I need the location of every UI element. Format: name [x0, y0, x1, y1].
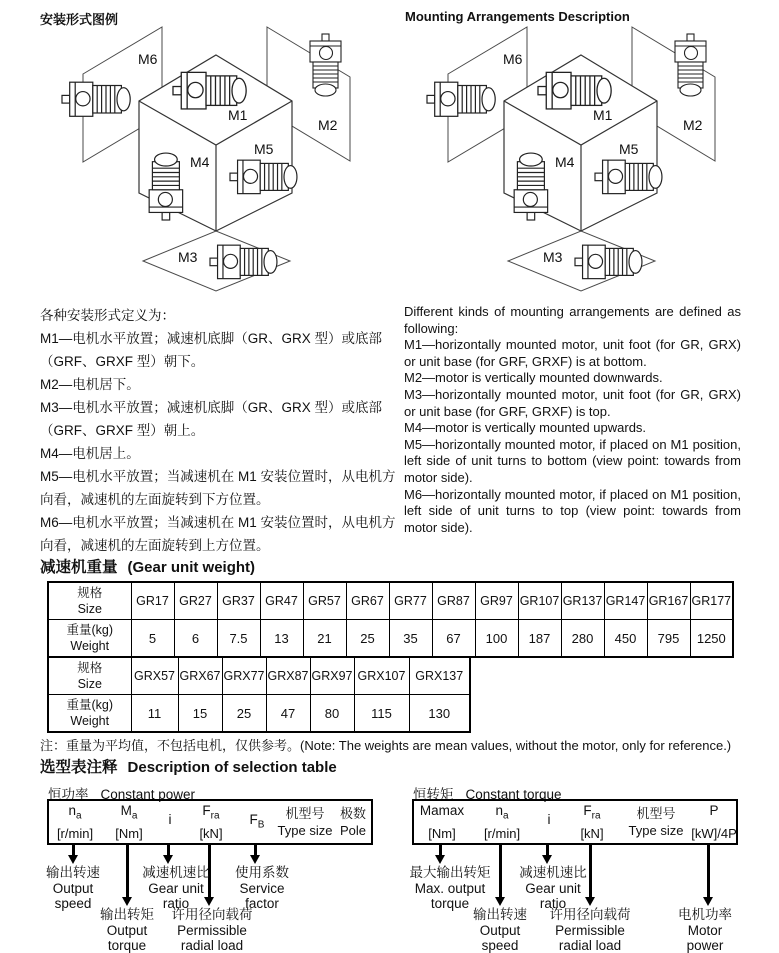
callout-service-factor: 使用系数 Service factor: [235, 865, 289, 911]
gearmotor-m6: [62, 82, 130, 116]
weight-cell: 280: [561, 620, 604, 658]
size-cell: GR37: [217, 582, 260, 620]
col-power: P [kW]/4P: [691, 803, 737, 841]
label-m2: M2: [318, 117, 338, 133]
size-row-header: 规格 Size: [48, 582, 131, 620]
selection-heading-zh: 选型表注释: [40, 759, 118, 776]
weight-cell: 7.5: [217, 620, 260, 658]
gearmotor-m4: [149, 153, 182, 220]
size-cell: GR97: [475, 582, 518, 620]
arrow-gear-ratio: [162, 844, 174, 864]
label-m1: M1: [228, 107, 248, 123]
size-cell: GR167: [647, 582, 690, 620]
weight-cell: 25: [222, 695, 266, 733]
gearmotor-m1: [173, 72, 246, 109]
grx-weight-table: [47, 656, 471, 733]
col-fb: $F_B$: [249, 811, 265, 831]
selection-heading-en: Description of selection table: [127, 759, 337, 776]
size-cell: GR47: [260, 582, 303, 620]
arrow-service-factor: [249, 844, 261, 864]
size-row-header: 规格 Size: [48, 657, 131, 695]
arrow-gear-ratio: [541, 844, 553, 864]
page-title-zh: 安装形式图例: [40, 12, 119, 27]
size-cell: GR87: [432, 582, 475, 620]
grx-weight-row: [48, 695, 470, 733]
col-mamax: Mamax [Nm]: [419, 803, 465, 841]
callout-gear-ratio: 减速机速比 Gear unit ratio: [519, 865, 587, 911]
weight-row-header: 重量(kg) Weight: [48, 695, 131, 733]
label-m6: M6: [503, 51, 523, 67]
label-m1: M1: [593, 107, 613, 123]
gearmotor-m5: [595, 160, 662, 193]
weight-cell: 21: [303, 620, 346, 658]
col-ma: $M_a$ [Nm]: [115, 803, 143, 841]
label-m6: M6: [138, 51, 158, 67]
weight-cell: 450: [604, 620, 647, 658]
definition-item: M6—电机水平放置；当减速机在 M1 安装位置时，从电机方向看，减速机的左面旋转到上方位置。: [40, 515, 396, 553]
callout-output-torque: 输出转矩 Output torque: [100, 907, 154, 953]
size-cell: GR137: [561, 582, 604, 620]
definition-item: M1—电机水平放置；减速机底脚（GR、GRX 型）或底部（GRF、GRXF 型）朝下。: [40, 331, 383, 369]
size-cell: GRX87: [266, 657, 310, 695]
col-pole: 极数 Pole: [339, 806, 367, 838]
weight-heading-zh: 减速机重量: [40, 559, 118, 576]
callout-gear-ratio: 减速机速比 Gear unit ratio: [142, 865, 210, 911]
definition-item: M5—电机水平放置；当减速机在 M1 安装位置时，从电机方向看，减速机的左面旋转到下方位置。: [40, 469, 396, 507]
definition-item: M1—horizontally mounted motor, unit foot (for GR, GRX) or unit base (for GRF, GRXF) is at bottom.: [404, 337, 741, 369]
callout-motor-power: 电机功率 Motor power: [678, 907, 732, 953]
size-cell: GR177: [690, 582, 733, 620]
size-cell: GR67: [346, 582, 389, 620]
weight-row-header: 重量(kg) Weight: [48, 620, 131, 658]
col-type-size: 机型号 Type size: [277, 806, 333, 838]
callout-radial-load: 许用径向载荷 Permissible radial load: [549, 907, 631, 953]
gearmotor-m4: [514, 153, 547, 220]
weight-cell: 15: [178, 695, 222, 733]
label-m5: M5: [619, 141, 639, 157]
size-cell: GRX57: [131, 657, 178, 695]
label-m4: M4: [190, 154, 210, 170]
grx-size-row: [48, 657, 470, 695]
gearmotor-m5: [230, 160, 297, 193]
size-cell: GR27: [174, 582, 217, 620]
weight-cell: 35: [389, 620, 432, 658]
mounting-diagram-left: [40, 24, 400, 300]
gr-size-row: [48, 582, 733, 620]
weight-section-heading: [40, 555, 255, 577]
gearmotor-m3: [575, 245, 642, 278]
size-cell: GR77: [389, 582, 432, 620]
mounting-definitions-zh: [40, 304, 402, 557]
size-cell: GR107: [518, 582, 561, 620]
weight-cell: 6: [174, 620, 217, 658]
col-type-size: 机型号 Type size: [628, 806, 684, 838]
gearmotor-m1: [538, 72, 611, 109]
gearmotor-m3: [210, 245, 277, 278]
col-fra: $F_{ra}$ [kN]: [580, 803, 604, 841]
mounting-diagram-right: [405, 24, 765, 300]
constant-power-caption: 恒功率 Constant power: [48, 787, 196, 802]
definition-item: M5—horizontally mounted motor, if placed on M1 position, left side of unit turns to bottom (view point: towards from motor side).: [404, 436, 741, 485]
size-cell: GR147: [604, 582, 647, 620]
selection-header-box: [412, 799, 738, 845]
constant-torque-caption: 恒转矩 Constant torque: [413, 787, 562, 802]
arrow-output-speed: [494, 844, 506, 906]
definition-item: M3—horizontally mounted motor, unit foot (for GR, GRX) or unit base (for GRF, GRXF) is top.: [404, 386, 741, 419]
weight-cell: 5: [131, 620, 174, 658]
weight-cell: 80: [310, 695, 354, 733]
selection-diagram-constant-torque: [403, 783, 748, 953]
definitions-intro-zh: 各种安装形式定义为：: [40, 308, 175, 323]
size-cell: GRX137: [409, 657, 470, 695]
col-i: i: [547, 811, 551, 827]
weight-note: 注：重量为平均值，不包括电机，仅供参考。(Note: The weights are mean values, without the motor, only for reference.): [40, 738, 732, 753]
definition-item: M3—电机水平放置；减速机底脚（GR、GRX 型）或底部（GRF、GRXF 型）朝上。: [40, 400, 383, 438]
gearmotor-m6: [427, 82, 495, 116]
gear-unit-weight-table: [47, 581, 734, 733]
gearmotor-m2: [310, 34, 341, 96]
weight-cell: 25: [346, 620, 389, 658]
gr-weight-row: [48, 620, 733, 658]
col-fra: $F_{ra}$ [kN]: [199, 803, 223, 841]
callout-radial-load: 许用径向载荷 Permissible radial load: [171, 907, 253, 953]
col-na: $n_a$ [r/min]: [56, 803, 94, 841]
size-cell: GRX67: [178, 657, 222, 695]
arrow-max-output-torque: [434, 844, 446, 864]
label-m3: M3: [178, 249, 198, 265]
weight-heading-en: (Gear unit weight): [127, 559, 256, 576]
size-cell: GRX77: [222, 657, 266, 695]
weight-cell: 67: [432, 620, 475, 658]
selection-section-heading: [40, 755, 337, 777]
definition-item: M4—motor is vertically mounted upwards.: [404, 420, 647, 436]
arrow-output-speed: [67, 844, 79, 864]
label-m3: M3: [543, 249, 563, 265]
weight-cell: 47: [266, 695, 310, 733]
weight-cell: 11: [131, 695, 178, 733]
gearmotor-m2: [675, 34, 706, 96]
selection-header-box: [47, 799, 373, 845]
weight-cell: 1250: [690, 620, 733, 658]
weight-cell: 795: [647, 620, 690, 658]
callout-max-output-torque: 最大输出转矩 Max. output torque: [409, 865, 491, 911]
definition-item: M6—horizontally mounted motor, if placed on M1 position, left side of unit turns to top (view point: towards from motor side).: [404, 486, 741, 535]
selection-diagram-constant-power: [40, 783, 402, 953]
page-title-en: Mounting Arrangements Description: [405, 9, 630, 24]
weight-cell: 130: [409, 695, 470, 733]
weight-cell: 100: [475, 620, 518, 658]
col-na: $n_a$ [r/min]: [483, 803, 521, 841]
gr-weight-table: [47, 581, 734, 658]
label-m2: M2: [683, 117, 703, 133]
label-m4: M4: [555, 154, 575, 170]
size-cell: GR17: [131, 582, 174, 620]
size-cell: GRX97: [310, 657, 354, 695]
mounting-definitions-en: [404, 304, 741, 536]
callout-output-speed: 输出转速 Output speed: [473, 907, 527, 953]
definition-item: M2—motor is vertically mounted downwards.: [404, 370, 663, 386]
arrow-output-torque: [121, 844, 133, 906]
definition-item: M2—电机居下。: [40, 377, 140, 392]
definition-item: M4—电机居上。: [40, 446, 140, 461]
weight-cell: 187: [518, 620, 561, 658]
col-i: i: [168, 811, 172, 827]
arrow-motor-power: [702, 844, 714, 906]
definitions-intro-en: Different kinds of mounting arrangements are defined as following:: [404, 304, 741, 336]
size-cell: GRX107: [354, 657, 409, 695]
weight-cell: 115: [354, 695, 409, 733]
size-cell: GR57: [303, 582, 346, 620]
label-m5: M5: [254, 141, 274, 157]
callout-output-speed: 输出转速 Output speed: [46, 865, 100, 911]
weight-cell: 13: [260, 620, 303, 658]
